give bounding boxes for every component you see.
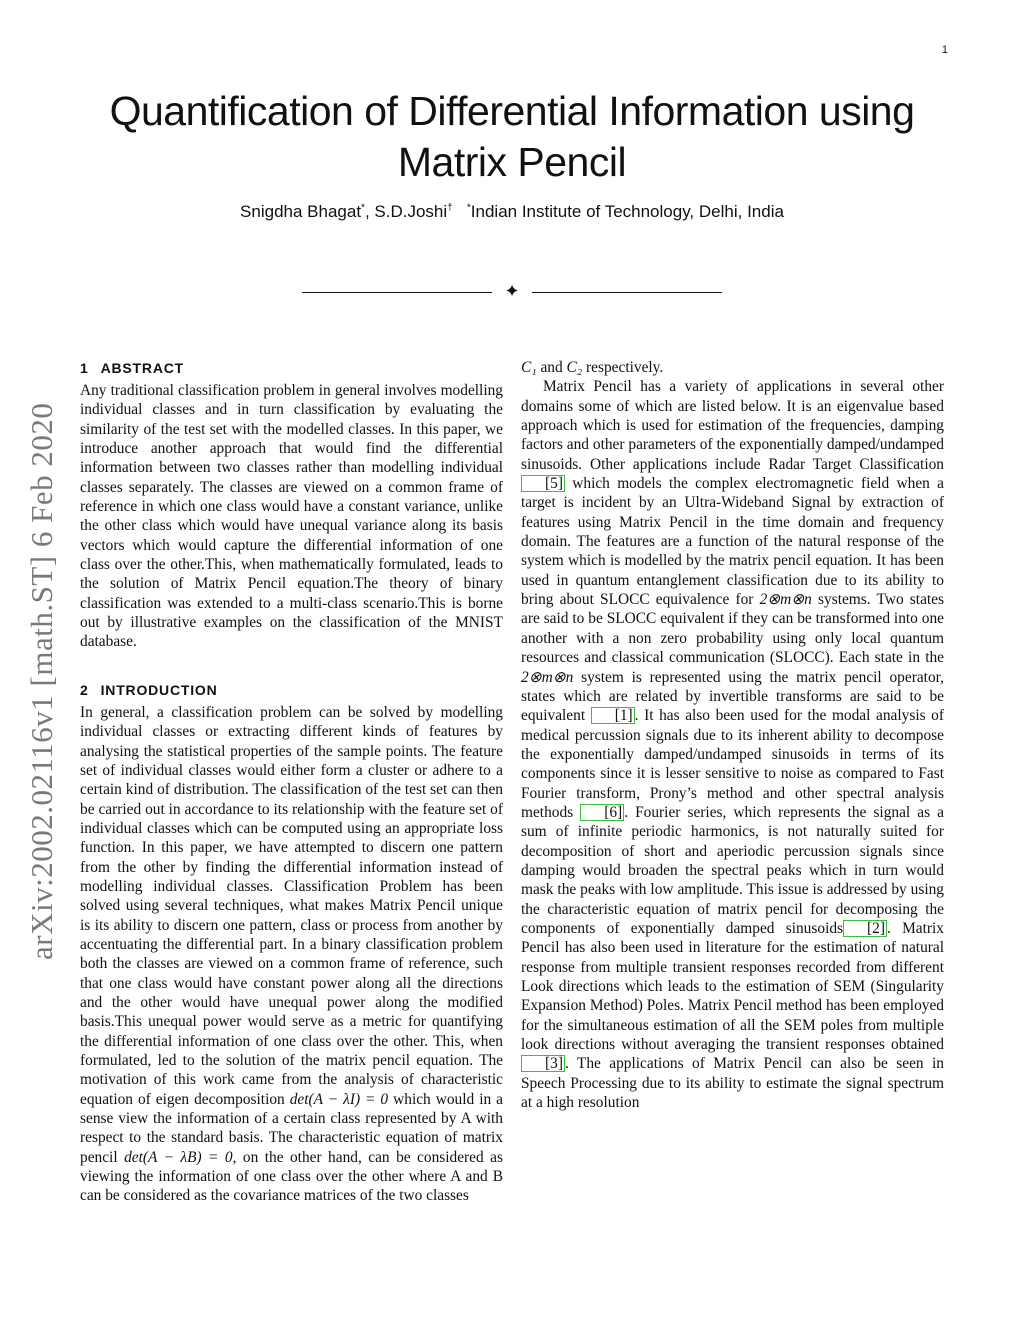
section-heading-introduction (80, 680, 503, 700)
text-run: respectively. (582, 359, 664, 376)
citation-link[interactable]: [6] (580, 804, 624, 821)
equation-inline: det(A − λI) = 0 (289, 1090, 389, 1108)
divider-rule (532, 292, 722, 293)
intro-paragraph-2 (521, 377, 944, 1112)
text-run: . Fourier series, which represents the signal as a sum of infinite periodic harmonics, is not naturally suited for decomposition of short and aperiodic percussion signals since damping would broaden the spectral peaks which in turn would mask the peaks with low amplitude. This issue is addressed by using the characteristic equation of matrix pencil for decomposing the components of exponentially damped sinusoids (521, 803, 944, 937)
right-column (521, 358, 944, 1112)
text-run: and (536, 359, 567, 376)
section-title: INTRODUCTION (100, 681, 218, 698)
text-run: which would in a sense view the information of a certain class represented by A with respect to the standard basis. The characteristic equation of matrix pencil (80, 1090, 503, 1166)
page-number: 1 (941, 44, 948, 56)
citation-link[interactable]: [1] (591, 707, 635, 724)
divider-rule (302, 292, 492, 293)
affiliation-mark: † (447, 202, 453, 214)
citation-link[interactable]: [2] (843, 920, 887, 937)
citation-link[interactable]: [5] (521, 475, 565, 492)
text-run: In general, a classification problem can be solved by modelling individual classes or extracting different kinds of features by analysing the statistical properties of the sample points. The feature set of individual classes would either form a cluster or adhere to a certain kind of distribution. The classification of the test set can then be carried out in accordance to its relationship with the feature set of individual classes which can be computed using an appropriate loss function. In this paper, we have attempted to discern one pattern from the other by finding the differential information instead of modelling individual classes. Classification Problem has been solved using several techniques, what makes Matrix Pencil unique is its ability to discern one pattern, class or process from another by accentuating the differential part. In a binary classification problem both the classes are viewed on a common frame of reference, such that one class would have constant power along all the directions and the other would have unequal power along the modified basis.This unequal power would serve as a metric for quantifying the differential information of one class over the other. This, when formulated, led to the solution of the matrix pencil equation. The motivation of this work came from the analysis of characteristic equation of eigen decomposition (80, 703, 503, 1108)
affiliation: Indian Institute of Technology, Delhi, India (470, 202, 784, 221)
section-number: 1 (80, 360, 89, 376)
math-symbol: C₁ (521, 359, 537, 376)
divider-diamond-icon: ✦ (504, 281, 520, 302)
section-heading-abstract (80, 358, 503, 378)
title-divider (302, 282, 722, 302)
intro-paragraph-1 (80, 703, 503, 1206)
paper-title: Quantification of Differential Information using Matrix Pencil (109, 88, 915, 185)
author-name: S.D.Joshi (374, 202, 448, 221)
author-separator: , (364, 202, 375, 221)
equation-inline: det(A − λB) = 0 (124, 1148, 233, 1166)
text-run: . It has also been used for the modal analysis of medical percussion signals due to its inherent ability to decompose the exponentially damped/undamped sinusoids in terms of its components since it is lesser sensitive to noise as compared to Fast Fourier transform, Prony’s method and other spectral analysis methods (521, 707, 945, 821)
math-symbol: 2⊗m⊗n (521, 668, 574, 686)
math-symbol: C₂ (566, 359, 583, 376)
abstract-text: Any traditional classification problem in general involves modelling individual classes and in turn classification by evaluating the similarity of the test set with the modelled classes. In this paper, we introduce another approach that would find the differential information between two classes rather than modelling individual classes separately. The classes are viewed on a common frame of reference in which one class would have a constant variance, unlike the other class which would have unequal variance along its basis vectors which would capture the differential information of one class over the other.This, when mathematically formulated, leads to the solution of Matrix Pencil equation.The theory of binary classification was extended to a multi-class scenario.This is borne out by illustrative examples on the classification of the MNIST database. (80, 382, 503, 651)
text-run: Matrix Pencil has a variety of applications in several other domains some of which are listed below. It is an eigenvalue based approach which is used for estimation of the frequencies, damping factors and other parameters of the exponentially damped/undamped sinusoids. Other applications include Radar Target Classification (521, 378, 944, 473)
text-run: . The applications of Matrix Pencil can also be seen in Speech Processing due to its ability to estimate the signal spectrum at a high resolution (521, 1055, 944, 1112)
text-run: systems. Two states are said to be SLOCC equivalent if they can be transformed into one another with a non zero probability using only local quantum resources and classical communication (SLOCC). Each state in the (521, 591, 944, 667)
author-name: Snigdha Bhagat (240, 202, 362, 221)
arxiv-identifier: arXiv:2002.02116v1 [math.ST] 6 Feb 2020 (24, 402, 59, 960)
text-run: system is represented using the matrix pencil operator, states which are related by invertible transforms are said to be equivalent (521, 668, 944, 725)
intro-paragraph-1-continued (521, 358, 944, 377)
text-run: which models the complex electromagnetic field when a target is incident by an Ultra-Wideband Signal by extraction of features using Matrix Pencil in the time domain and frequency domain. The features are a function of the natural response of the system which is modelled by the matrix pencil equation. It has been used in quantum entanglement classification due to its ability to bring about SLOCC equivalence for (521, 475, 944, 609)
author-line (60, 202, 964, 222)
affiliation-mark: * (361, 202, 365, 214)
section-number: 2 (80, 681, 89, 698)
left-column (80, 358, 503, 1206)
text-run: . Matrix Pencil has also been used in literature for the estimation of natural response from multiple transient responses recorded from different Look directions which leads to the estimation of SEM (Singularity Expansion Method) Poles. Matrix Pencil method has been employed for the simultaneous estimation of all the SEM poles from multiple look directions without averaging the transient responses obtained (521, 919, 944, 1054)
section-title: ABSTRACT (100, 360, 184, 376)
affiliation-mark: * (466, 202, 471, 214)
citation-link[interactable]: [3] (521, 1055, 565, 1072)
math-symbol: 2⊗m⊗n (759, 591, 812, 609)
text-run: , on the other hand, can be considered as viewing the information of one class over the other where A and B can be considered as the covariance matrices of the two classes (80, 1148, 503, 1205)
